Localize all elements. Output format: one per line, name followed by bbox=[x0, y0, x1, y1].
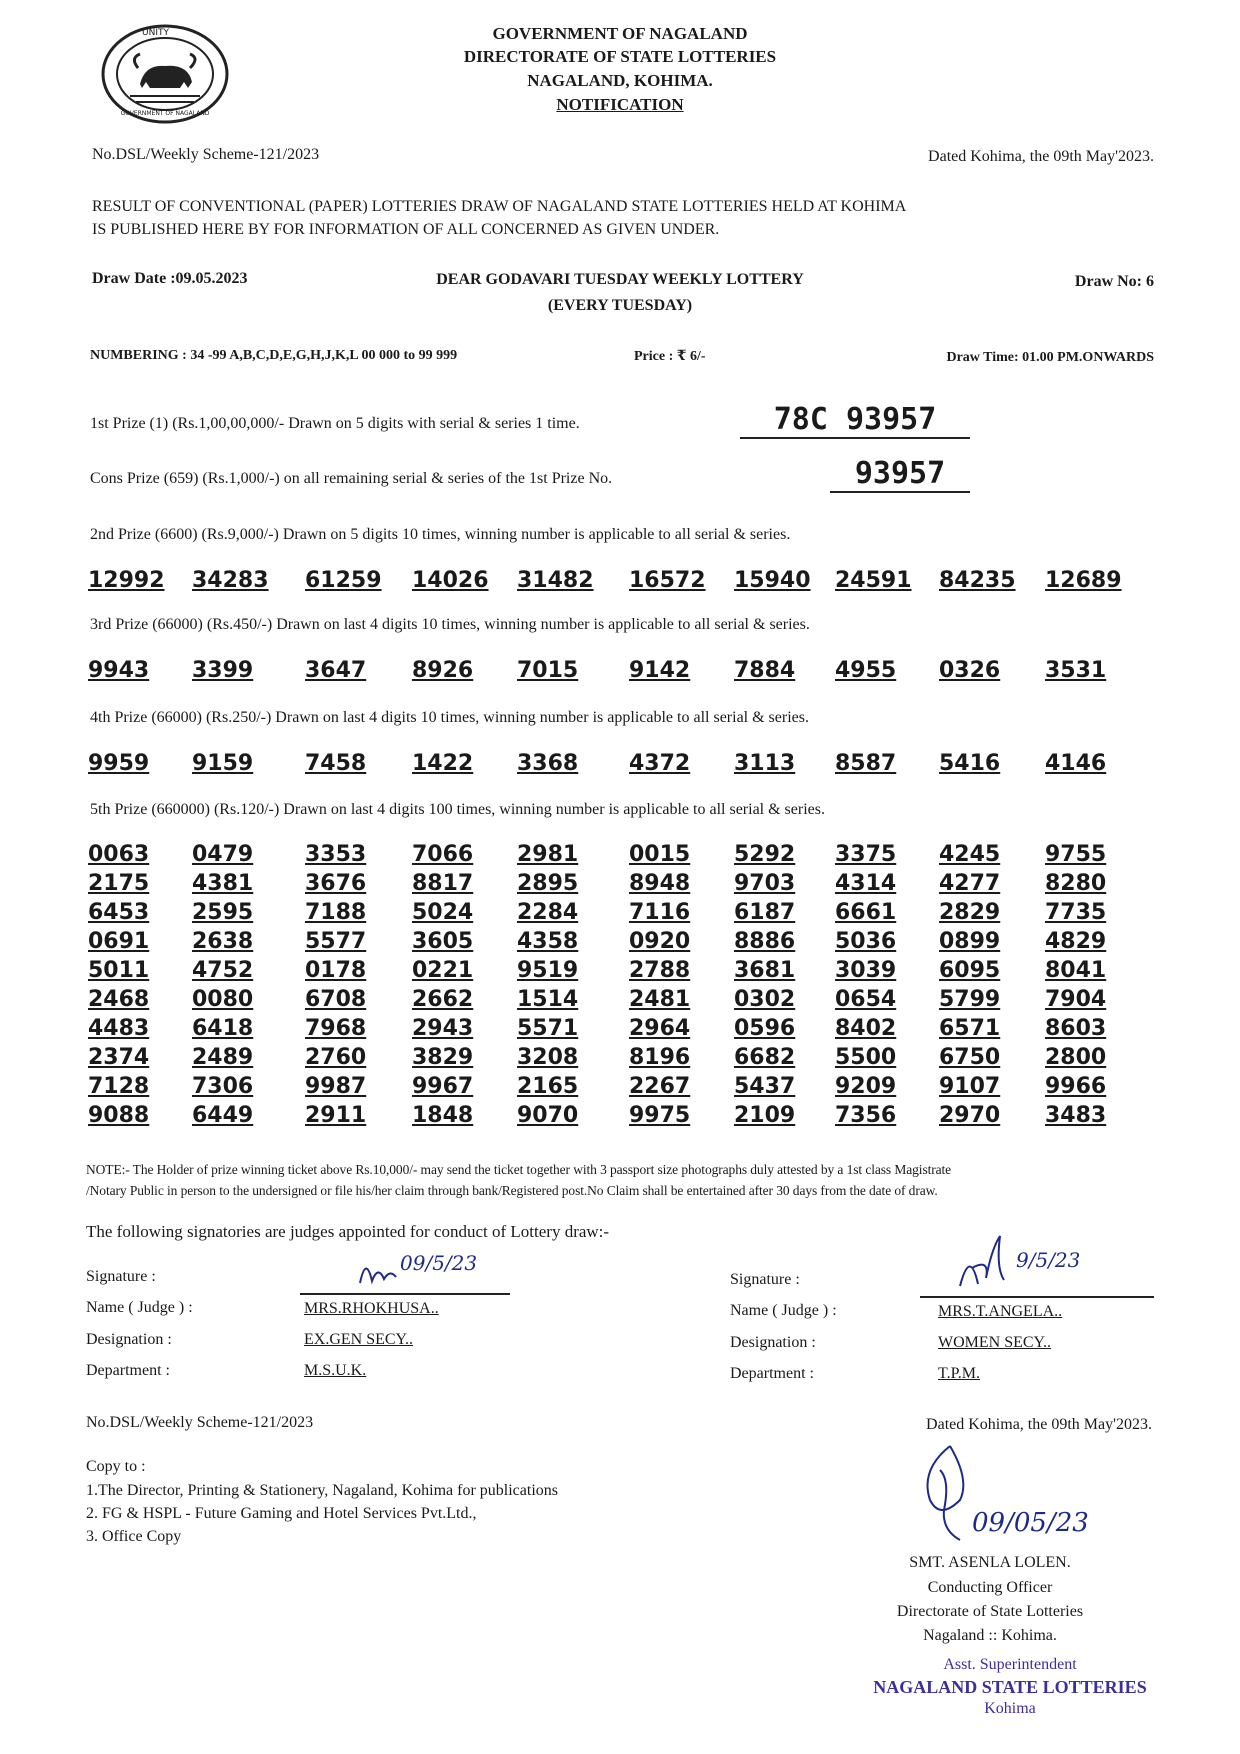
fifth-prize-number: 6187 bbox=[734, 900, 796, 925]
first-prize-number: 78C 93957 bbox=[773, 402, 937, 437]
fifth-prize-number: 0015 bbox=[629, 842, 691, 867]
third-prize-number: 3399 bbox=[192, 658, 254, 683]
fifth-prize-number: 1848 bbox=[412, 1103, 474, 1128]
fifth-prize-number: 0899 bbox=[939, 929, 1001, 954]
second-prize-number: 16572 bbox=[629, 568, 706, 593]
header-line3: NAGALAND, KOHIMA. bbox=[527, 71, 713, 90]
fifth-prize-number: 3483 bbox=[1045, 1103, 1107, 1128]
fourth-prize-number: 1422 bbox=[412, 751, 474, 776]
fifth-prize-number: 7735 bbox=[1045, 900, 1107, 925]
fifth-prize-number: 5292 bbox=[734, 842, 796, 867]
second-prize-number: 12689 bbox=[1045, 568, 1122, 593]
fifth-prize-number: 6682 bbox=[734, 1045, 796, 1070]
fifth-prize-number: 2165 bbox=[517, 1074, 579, 1099]
judge2-name: MRS.T.ANGELA.. bbox=[938, 1303, 1063, 1320]
fifth-prize-number: 2595 bbox=[192, 900, 254, 925]
fifth-prize-number: 5011 bbox=[88, 958, 150, 983]
header-line2: DIRECTORATE OF STATE LOTTERIES bbox=[463, 47, 777, 66]
judge1-signature-label: Signature : bbox=[86, 1268, 156, 1285]
fifth-prize-number: 4483 bbox=[88, 1016, 150, 1041]
fifth-prize-number: 0221 bbox=[412, 958, 474, 983]
fifth-prize-number: 7356 bbox=[835, 1103, 897, 1128]
judge1-signature bbox=[300, 1245, 510, 1295]
third-prize-number: 7884 bbox=[734, 658, 796, 683]
fifth-prize-number: 0596 bbox=[734, 1016, 796, 1041]
third-prize-number: 9142 bbox=[629, 658, 691, 683]
fifth-prize-number: 2911 bbox=[305, 1103, 367, 1128]
fifth-prize-number: 2981 bbox=[517, 842, 579, 867]
fifth-prize-number: 5500 bbox=[835, 1045, 897, 1070]
second-prize-number: 14026 bbox=[412, 568, 489, 593]
copy-to-item: 2. FG & HSPL - Future Gaming and Hotel Services Pvt.Ltd., bbox=[86, 1505, 477, 1522]
second-prize-number: 34283 bbox=[192, 568, 269, 593]
fifth-prize-number: 0302 bbox=[734, 987, 796, 1012]
fifth-prize-number: 0479 bbox=[192, 842, 254, 867]
judge1-name-label: Name ( Judge ) : bbox=[86, 1299, 193, 1316]
third-prize-number: 9943 bbox=[88, 658, 150, 683]
reference-number: No.DSL/Weekly Scheme-121/2023 bbox=[92, 146, 320, 163]
judge2-designation: WOMEN SECY.. bbox=[938, 1334, 1052, 1351]
fifth-prize-number: 3208 bbox=[517, 1045, 579, 1070]
fourth-prize-number: 9159 bbox=[192, 751, 254, 776]
header-line1: GOVERNMENT OF NAGALAND bbox=[492, 24, 748, 43]
fifth-prize-number: 0178 bbox=[305, 958, 367, 983]
second-prize-number: 61259 bbox=[305, 568, 382, 593]
fifth-prize-row bbox=[88, 956, 1148, 985]
draw-date: Draw Date :09.05.2023 bbox=[92, 270, 248, 287]
fourth-prize-number: 3113 bbox=[734, 751, 796, 776]
fifth-prize-number: 2175 bbox=[88, 871, 150, 896]
fifth-prize-row bbox=[88, 869, 1148, 898]
fifth-prize-number: 9107 bbox=[939, 1074, 1001, 1099]
fifth-prize-number: 0080 bbox=[192, 987, 254, 1012]
fourth-prize-number: 4146 bbox=[1045, 751, 1107, 776]
stamp-line2: NAGALAND STATE LOTTERIES bbox=[873, 1677, 1147, 1697]
second-prize-number: 31482 bbox=[517, 568, 594, 593]
fourth-prize-number: 9959 bbox=[88, 751, 150, 776]
fifth-prize-number: 5036 bbox=[835, 929, 897, 954]
judge2-signature-date: 9/5/23 bbox=[1016, 1248, 1081, 1272]
fifth-prize-number: 2267 bbox=[629, 1074, 691, 1099]
lottery-title: DEAR GODAVARI TUESDAY WEEKLY LOTTERY bbox=[436, 271, 804, 288]
officer-name: SMT. ASENLA LOLEN. bbox=[909, 1554, 1071, 1571]
fifth-prize-number: 2964 bbox=[629, 1016, 691, 1041]
fourth-prize-number: 7458 bbox=[305, 751, 367, 776]
fifth-prize-number: 7968 bbox=[305, 1016, 367, 1041]
judge1-designation: EX.GEN SECY.. bbox=[304, 1331, 414, 1348]
fifth-prize-number: 8817 bbox=[412, 871, 474, 896]
fifth-prize-number: 6418 bbox=[192, 1016, 254, 1041]
officer-signature-date: 09/05/23 bbox=[972, 1508, 1089, 1538]
fifth-prize-number: 2481 bbox=[629, 987, 691, 1012]
first-prize-label: 1st Prize (1) (Rs.1,00,00,000/- Drawn on 5 digits with serial & series 1 time. bbox=[90, 415, 580, 432]
fifth-prize-row bbox=[88, 927, 1148, 956]
fifth-prize-number: 8280 bbox=[1045, 871, 1107, 896]
fifth-prize-number: 3039 bbox=[835, 958, 897, 983]
officer-title: Conducting Officer bbox=[927, 1579, 1053, 1596]
fifth-prize-number: 0920 bbox=[629, 929, 691, 954]
fifth-prize-row bbox=[88, 985, 1148, 1014]
fifth-prize-number: 5437 bbox=[734, 1074, 796, 1099]
second-prize-number: 84235 bbox=[939, 568, 1016, 593]
fifth-prize-number: 9967 bbox=[412, 1074, 474, 1099]
fifth-prize-number: 2788 bbox=[629, 958, 691, 983]
fifth-prize-number: 7116 bbox=[629, 900, 691, 925]
judge2-designation-label: Designation : bbox=[730, 1334, 816, 1351]
judge2-department-label: Department : bbox=[730, 1365, 814, 1382]
judge2-signature bbox=[920, 1228, 1154, 1298]
fifth-prize-number: 2109 bbox=[734, 1103, 796, 1128]
judge1-department: M.S.U.K. bbox=[304, 1362, 367, 1379]
fifth-prize-number: 6571 bbox=[939, 1016, 1001, 1041]
fifth-prize-number: 9703 bbox=[734, 871, 796, 896]
second-prize-number: 15940 bbox=[734, 568, 811, 593]
footer-dated-line: Dated Kohima, the 09th May'2023. bbox=[926, 1416, 1152, 1433]
officer-organization: Directorate of State Lotteries bbox=[896, 1603, 1084, 1620]
fifth-prize-number: 9755 bbox=[1045, 842, 1107, 867]
second-prize-number: 24591 bbox=[835, 568, 912, 593]
intro-line2: IS PUBLISHED HERE BY FOR INFORMATION OF ALL CONCERNED AS GIVEN UNDER. bbox=[92, 221, 720, 238]
judge1-designation-label: Designation : bbox=[86, 1331, 172, 1348]
fourth-prize-number: 5416 bbox=[939, 751, 1001, 776]
stamp-line1: Asst. Superintendent bbox=[943, 1656, 1077, 1673]
fifth-prize-number: 2800 bbox=[1045, 1045, 1107, 1070]
fifth-prize-number: 4752 bbox=[192, 958, 254, 983]
fifth-prize-number: 5571 bbox=[517, 1016, 579, 1041]
judge2-signature-label: Signature : bbox=[730, 1271, 800, 1288]
first-prize-box bbox=[740, 402, 970, 439]
fifth-prize-number: 4381 bbox=[192, 871, 254, 896]
fifth-prize-number: 6708 bbox=[305, 987, 367, 1012]
fifth-prize-number: 9987 bbox=[305, 1074, 367, 1099]
fifth-prize-number: 2284 bbox=[517, 900, 579, 925]
fifth-prize-number: 6095 bbox=[939, 958, 1001, 983]
fifth-prize-number: 2662 bbox=[412, 987, 474, 1012]
third-prize-numbers bbox=[88, 658, 1148, 683]
fifth-prize-number: 2760 bbox=[305, 1045, 367, 1070]
notification-heading: NOTIFICATION bbox=[556, 95, 684, 114]
draw-number: Draw No: 6 bbox=[1074, 273, 1154, 290]
fifth-prize-number: 2468 bbox=[88, 987, 150, 1012]
fifth-prize-number: 4829 bbox=[1045, 929, 1107, 954]
notification-heading-wrap bbox=[0, 93, 1240, 116]
fifth-prize-number: 7128 bbox=[88, 1074, 150, 1099]
numbering: NUMBERING : 34 -99 A,B,C,D,E,G,H,J,K,L 00 000 to 99 999 bbox=[90, 348, 458, 363]
copy-to-item: 3. Office Copy bbox=[86, 1528, 182, 1545]
fifth-prize-number: 2943 bbox=[412, 1016, 474, 1041]
fifth-prize-label: 5th Prize (660000) (Rs.120/-) Drawn on last 4 digits 100 times, winning number is applicable to all serial & series. bbox=[90, 801, 825, 818]
note-line1: NOTE:- The Holder of prize winning ticket above Rs.10,000/- may send the ticket together with 3 passport size photographs duly attested by a 1st class Magistrate bbox=[86, 1162, 952, 1177]
intro-line1: RESULT OF CONVENTIONAL (PAPER) LOTTERIES DRAW OF NAGALAND STATE LOTTERIES HELD AT KOHIMA bbox=[92, 198, 907, 215]
seal-top-text: UNITY bbox=[142, 28, 169, 38]
fifth-prize-number: 2374 bbox=[88, 1045, 150, 1070]
fifth-prize-number: 8886 bbox=[734, 929, 796, 954]
fifth-prize-grid bbox=[88, 840, 1148, 1130]
draw-time: Draw Time: 01.00 PM.ONWARDS bbox=[946, 350, 1154, 365]
second-prize-number: 12992 bbox=[88, 568, 165, 593]
third-prize-number: 8926 bbox=[412, 658, 474, 683]
fourth-prize-number: 4372 bbox=[629, 751, 691, 776]
seal-bottom-text: GOVERNMENT OF NAGALAND bbox=[120, 110, 210, 117]
fifth-prize-number: 2895 bbox=[517, 871, 579, 896]
fifth-prize-number: 8402 bbox=[835, 1016, 897, 1041]
fifth-prize-number: 3353 bbox=[305, 842, 367, 867]
fourth-prize-number: 3368 bbox=[517, 751, 579, 776]
fifth-prize-number: 0654 bbox=[835, 987, 897, 1012]
fifth-prize-number: 0691 bbox=[88, 929, 150, 954]
fifth-prize-number: 3681 bbox=[734, 958, 796, 983]
judges-intro: The following signatories are judges appointed for conduct of Lottery draw:- bbox=[86, 1222, 610, 1241]
fifth-prize-number: 4245 bbox=[939, 842, 1001, 867]
fifth-prize-number: 2829 bbox=[939, 900, 1001, 925]
judge2-name-label: Name ( Judge ) : bbox=[730, 1302, 837, 1319]
cons-prize-label: Cons Prize (659) (Rs.1,000/-) on all remaining serial & series of the 1st Prize No. bbox=[90, 470, 613, 487]
third-prize-number: 4955 bbox=[835, 658, 897, 683]
fifth-prize-number: 4277 bbox=[939, 871, 1001, 896]
fifth-prize-number: 9966 bbox=[1045, 1074, 1107, 1099]
fifth-prize-number: 3829 bbox=[412, 1045, 474, 1070]
fifth-prize-number: 8948 bbox=[629, 871, 691, 896]
fourth-prize-numbers bbox=[88, 751, 1148, 776]
fifth-prize-row bbox=[88, 898, 1148, 927]
judge1-name: MRS.RHOKHUSA.. bbox=[304, 1300, 439, 1317]
officer-place: Nagaland :: Kohima. bbox=[923, 1627, 1057, 1644]
fifth-prize-number: 2489 bbox=[192, 1045, 254, 1070]
cons-prize-number: 93957 bbox=[854, 456, 946, 491]
fifth-prize-number: 2970 bbox=[939, 1103, 1001, 1128]
note-line2: /Notary Public in person to the undersigned or file his/her claim through bank/Registered post.No Claim shall be entertained after 30 days from the date of draw. bbox=[86, 1183, 938, 1198]
fifth-prize-number: 6750 bbox=[939, 1045, 1001, 1070]
copy-to-title: Copy to : bbox=[86, 1458, 146, 1475]
fifth-prize-number: 2638 bbox=[192, 929, 254, 954]
fifth-prize-number: 7904 bbox=[1045, 987, 1107, 1012]
fifth-prize-number: 5799 bbox=[939, 987, 1001, 1012]
fifth-prize-number: 9975 bbox=[629, 1103, 691, 1128]
ticket-price: Price : ₹ 6/- bbox=[634, 349, 706, 364]
copy-to-item: 1.The Director, Printing & Stationery, Nagaland, Kohima for publications bbox=[86, 1482, 558, 1499]
fifth-prize-row bbox=[88, 840, 1148, 869]
fifth-prize-number: 9519 bbox=[517, 958, 579, 983]
stamp-line3: Kohima bbox=[984, 1700, 1036, 1717]
fifth-prize-number: 9070 bbox=[517, 1103, 579, 1128]
fifth-prize-number: 5024 bbox=[412, 900, 474, 925]
fifth-prize-number: 3375 bbox=[835, 842, 897, 867]
dated-line: Dated Kohima, the 09th May'2023. bbox=[928, 148, 1154, 165]
second-prize-label: 2nd Prize (6600) (Rs.9,000/-) Drawn on 5 digits 10 times, winning number is applicable to all serial & series. bbox=[90, 526, 791, 543]
fifth-prize-row bbox=[88, 1014, 1148, 1043]
fifth-prize-number: 3605 bbox=[412, 929, 474, 954]
fifth-prize-number: 1514 bbox=[517, 987, 579, 1012]
third-prize-number: 3531 bbox=[1045, 658, 1107, 683]
fifth-prize-number: 5577 bbox=[305, 929, 367, 954]
fifth-prize-number: 3676 bbox=[305, 871, 367, 896]
fifth-prize-row bbox=[88, 1101, 1148, 1130]
fifth-prize-number: 7188 bbox=[305, 900, 367, 925]
signature-scribble-icon bbox=[900, 1440, 1130, 1556]
cons-prize-box bbox=[830, 456, 970, 493]
footer-reference-number: No.DSL/Weekly Scheme-121/2023 bbox=[86, 1414, 314, 1431]
fifth-prize-number: 6661 bbox=[835, 900, 897, 925]
fifth-prize-number: 9088 bbox=[88, 1103, 150, 1128]
fifth-prize-number: 8196 bbox=[629, 1045, 691, 1070]
fifth-prize-number: 8041 bbox=[1045, 958, 1107, 983]
fifth-prize-number: 0063 bbox=[88, 842, 150, 867]
fifth-prize-number: 9209 bbox=[835, 1074, 897, 1099]
second-prize-numbers bbox=[88, 568, 1148, 593]
fifth-prize-row bbox=[88, 1043, 1148, 1072]
judge1-signature-date: 09/5/23 bbox=[400, 1251, 478, 1275]
officer-signature bbox=[900, 1440, 1130, 1556]
third-prize-number: 0326 bbox=[939, 658, 1001, 683]
third-prize-label: 3rd Prize (66000) (Rs.450/-) Drawn on last 4 digits 10 times, winning number is applicable to all serial & series. bbox=[90, 616, 810, 633]
fifth-prize-number: 4358 bbox=[517, 929, 579, 954]
fourth-prize-number: 8587 bbox=[835, 751, 897, 776]
third-prize-number: 7015 bbox=[517, 658, 579, 683]
fifth-prize-number: 6453 bbox=[88, 900, 150, 925]
fifth-prize-number: 7066 bbox=[412, 842, 474, 867]
third-prize-number: 3647 bbox=[305, 658, 367, 683]
fifth-prize-number: 7306 bbox=[192, 1074, 254, 1099]
lottery-subtitle: (EVERY TUESDAY) bbox=[547, 297, 693, 314]
fifth-prize-number: 8603 bbox=[1045, 1016, 1107, 1041]
fifth-prize-number: 6449 bbox=[192, 1103, 254, 1128]
judge2-department: T.P.M. bbox=[938, 1365, 980, 1382]
judge1-department-label: Department : bbox=[86, 1362, 170, 1379]
fifth-prize-row bbox=[88, 1072, 1148, 1101]
fourth-prize-label: 4th Prize (66000) (Rs.250/-) Drawn on last 4 digits 10 times, winning number is applicable to all serial & series. bbox=[90, 709, 809, 726]
fifth-prize-number: 4314 bbox=[835, 871, 897, 896]
